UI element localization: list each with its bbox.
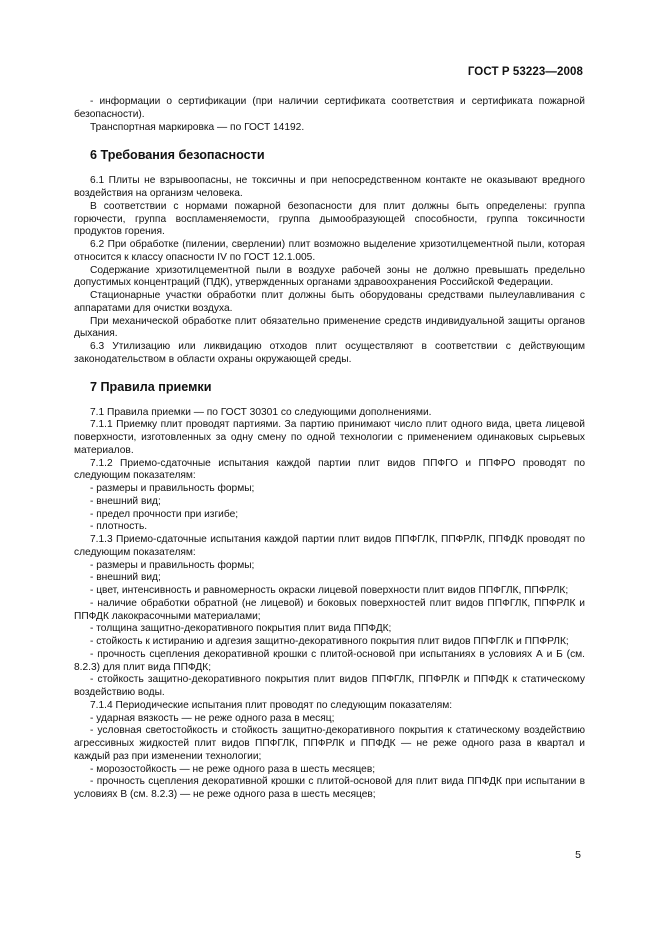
- list-item: - стойкость к истиранию и адгезия защитно-декоративного покрытия плит видов ППФГЛК и ППФРЛК;: [90, 636, 569, 647]
- page-number: 5: [575, 849, 581, 861]
- list-item: - стойкость защитно-декоративного покрытия плит видов ППФГЛК, ППФРЛК и ППФДК к статическому воздействию воды.: [74, 674, 585, 698]
- list-item: - размеры и правильность формы;: [90, 483, 255, 494]
- document-header: ГОСТ Р 53223—2008: [467, 66, 583, 78]
- list-item: - прочность сцепления декоративной крошки с плитой-основой для плит вида ППФДК при испытании в условиях В (см. 8.2.3) — не реже одного раза в шесть месяцев;: [74, 776, 585, 800]
- paragraph: 7.1.3 Приемо-сдаточные испытания каждой партии плит видов ППФГЛК, ППФРЛК, ППФДК проводят по следующим показателям:: [74, 534, 585, 558]
- paragraph: Содержание хризотилцементной пыли в воздухе рабочей зоны не должно превышать предельно допустимых концентраций (ПДК), утвержденных органами здравоохранения Российской Федерации.: [74, 264, 585, 289]
- paragraph: 7.1.4 Периодические испытания плит проводят по следующим показателям:: [90, 699, 453, 711]
- list-item: - ударная вязкость — не реже одного раза в месяц;: [90, 712, 335, 724]
- paragraph: 6.2 При обработке (пилении, сверлении) плит возможно выделение хризотилцементной пыли, которая относится к классу опасности IV по ГОСТ 12.1.005.: [74, 239, 585, 263]
- list-item: - цвет, интенсивность и равномерность окраски лицевой поверхности плит видов ППФГЛК, ППФРЛК;: [90, 585, 569, 596]
- paragraph: 6.1 Плиты не взрывоопасны, не токсичны и при непосредственном контакте не оказывают вредного воздействия на организм человека.: [74, 175, 585, 199]
- paragraph: В соответствии с нормами пожарной безопасности для плит должны быть определены: группа горючести, группа воспламеняемости, группа дымообразующей способности, группа токсичности продуктов горения.: [74, 200, 585, 238]
- list-item: - внешний вид;: [90, 572, 161, 584]
- list-item: - внешний вид;: [90, 495, 161, 507]
- paragraph: Стационарные участки обработки плит должны быть оборудованы средствами пылеулавливания с аппаратами для очистки воздуха.: [74, 290, 585, 314]
- paragraph: 7.1.1 Приемку плит проводят партиями. За партию принимают число плит одного вида, цвета лицевой поверхности, изготовленных за одну смену по одной технологии с применением одинаковых сырьевых материалов.: [74, 419, 585, 456]
- list-item: - предел прочности при изгибе;: [90, 508, 239, 520]
- intro-item: Транспортная маркировка — по ГОСТ 14192.: [90, 121, 305, 133]
- paragraph: 6.3 Утилизацию или ликвидацию отходов плит осуществляют в соответствии с действующим законодательством в области охраны окружающей среды.: [74, 341, 585, 365]
- list-item: - размеры и правильность формы;: [90, 559, 255, 571]
- paragraph: 7.1 Правила приемки — по ГОСТ 30301 со следующими дополнениями.: [90, 406, 432, 418]
- paragraph: 7.1.2 Приемо-сдаточные испытания каждой партии плит видов ППФГО и ППФРО проводят по следующим показателям:: [74, 457, 585, 482]
- paragraph: При механической обработке плит обязательно применение средств индивидуальной защиты органов дыхания.: [74, 315, 585, 340]
- section-7-heading: 7 Правила приемки: [90, 379, 212, 394]
- intro-item: - информации о сертификации (при наличии сертификата соответствия и сертификата пожарной безопасности).: [74, 96, 585, 120]
- list-item: - условная светостойкость и стойкость защитно-декоративного покрытия к статическому воздействию агрессивных жидкостей плит видов ППФГЛК, ППФРЛК и ППФДК — не реже одного раза в квартал и каждый раз при изменении технологии;: [74, 725, 585, 762]
- list-item: - морозостойкость — не реже одного раза в шесть месяцев;: [90, 763, 376, 775]
- list-item: - плотность.: [90, 521, 148, 533]
- list-item: - толщина защитно-декоративного покрытия плит вида ППФДК;: [90, 623, 392, 635]
- section-6-heading: 6 Требования безопасности: [90, 148, 265, 163]
- list-item: - наличие обработки обратной (не лицевой) и боковых поверхностей плит видов ППФГЛК, ППФРЛК и ППФДК лакокрасочными материалами;: [74, 597, 585, 622]
- list-item: - прочность сцепления декоративной крошки с плитой-основой при испытаниях в условиях А и Б (см. 8.2.3) для плит вида ППФДК;: [74, 648, 585, 673]
- document-body: [74, 96, 585, 802]
